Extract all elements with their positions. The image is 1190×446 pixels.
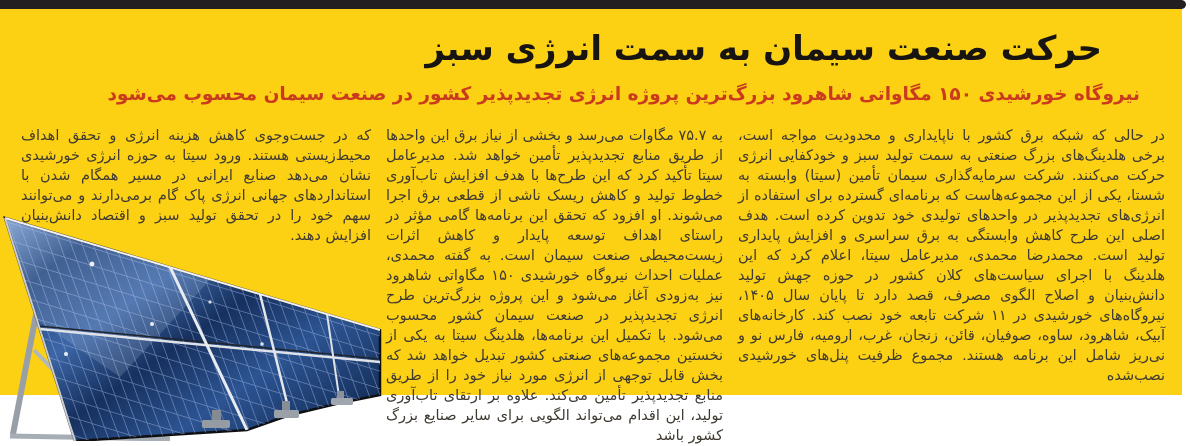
article-paragraph: به ۷۵.۷ مگاوات می‌رسد و بخشی از نیاز برق این واحدها از طریق منابع تجدیدپذیر تأمین خواهد شد. مدیرعامل سیتا تأکید کرد که این طرح‌ها با هدف افزایش تاب‌آوری خطوط تولید و کاهش ریسک ناشی از قطعی برق اجرا می‌شوند. او افزود که تحقق این برنامه‌ها گامی مؤثر در راستای اهداف توسعه پایدار و کاهش اثرات زیست‌محیطی صنعت سیمان است. به گفته محمدی، عملیات احداث نیروگاه خورشیدی ۱۵۰ مگاواتی شاهرود نیز به‌زودی آغاز می‌شود و این پروژه بزرگ‌ترین طرح انرژی تجدیدپذیر در صنعت سیمان کشور محسوب می‌شود. با تکمیل این برنامه‌ها، هلدینگ سیتا به یکی از نخستین مجموعه‌های صنعتی کشور تبدیل خواهد شد که بخش قابل توجهی از انرژی مورد نیاز خود را از طریق منابع تجدیدپذیر تأمین می‌کند. علاوه بر ارتقای تاب‌آوری تولید، این اقدام می‌تواند الگویی برای سایر صنایع بزرگ کشور باشد: [386, 128, 723, 444]
top-bar: [0, 0, 1186, 9]
solar-panels-image: [0, 202, 382, 441]
subheadline: نیروگاه خورشیدی ۱۵۰ مگاواتی شاهرود بزرگ‌ترین پروژه انرژی تجدیدپذیر کشور در صنعت سیمان محسوب می‌شود: [107, 84, 1140, 105]
article-paragraph: در حالی که شبکه برق کشور با ناپایداری و محدودیت مواجه است، برخی هلدینگ‌های بزرگ صنعتی به سمت تولید سبز و خودکفایی انرژی حرکت می‌کنند. شرکت سرمایه‌گذاری سیمان تأمین (سیتا) وابسته به شستا، یکی از این مجموعه‌هاست که برنامه‌ای گسترده برای استفاده از انرژی‌های تجدیدپذیر در واحدهای تولیدی خود تدوین کرده است. هدف اصلی این طرح کاهش وابستگی به برق سراسری و افزایش پایداری تولید است. محمدرضا محمدی، مدیرعامل سیتا، اعلام کرد که این هلدینگ با اجرای سیاست‌های کلان کشور در حوزه جهش تولید دانش‌بنیان و اصلاح الگوی مصرف، قصد دارد تا پایان سال ۱۴۰۵، نیروگاه‌های خورشیدی در ۱۱ شرکت تابعه خود نصب کند. کارخانه‌های آبیک، شاهرود، ساوه، صوفیان، قائن، زنجان، غرب، ارومیه، فارس نو و نی‌ریز شامل این برنامه هستند. مجموع ظرفیت پنل‌های خورشیدی نصب‌شده: [738, 128, 1165, 384]
article-column-right: [738, 126, 1165, 446]
headline: حرکت صنعت سیمان به سمت انرژی سبز: [425, 29, 1102, 69]
article-column-middle: [386, 126, 723, 446]
panel-array: [5, 218, 380, 441]
article-paragraph: که در جست‌وجوی کاهش هزینه انرژی و تحقق اهداف محیط‌زیستی هستند. ورود سیتا به حوزه انرژی خورشیدی نشان می‌دهد صنایع ایرانی در مسیر همگام شدن با استانداردهای جهانی انرژی پاک گام برمی‌دارند و می‌توانند سهم خود را در تحقق تولید سبز و اقتصاد دانش‌بنیان افزایش دهند.: [21, 128, 371, 244]
